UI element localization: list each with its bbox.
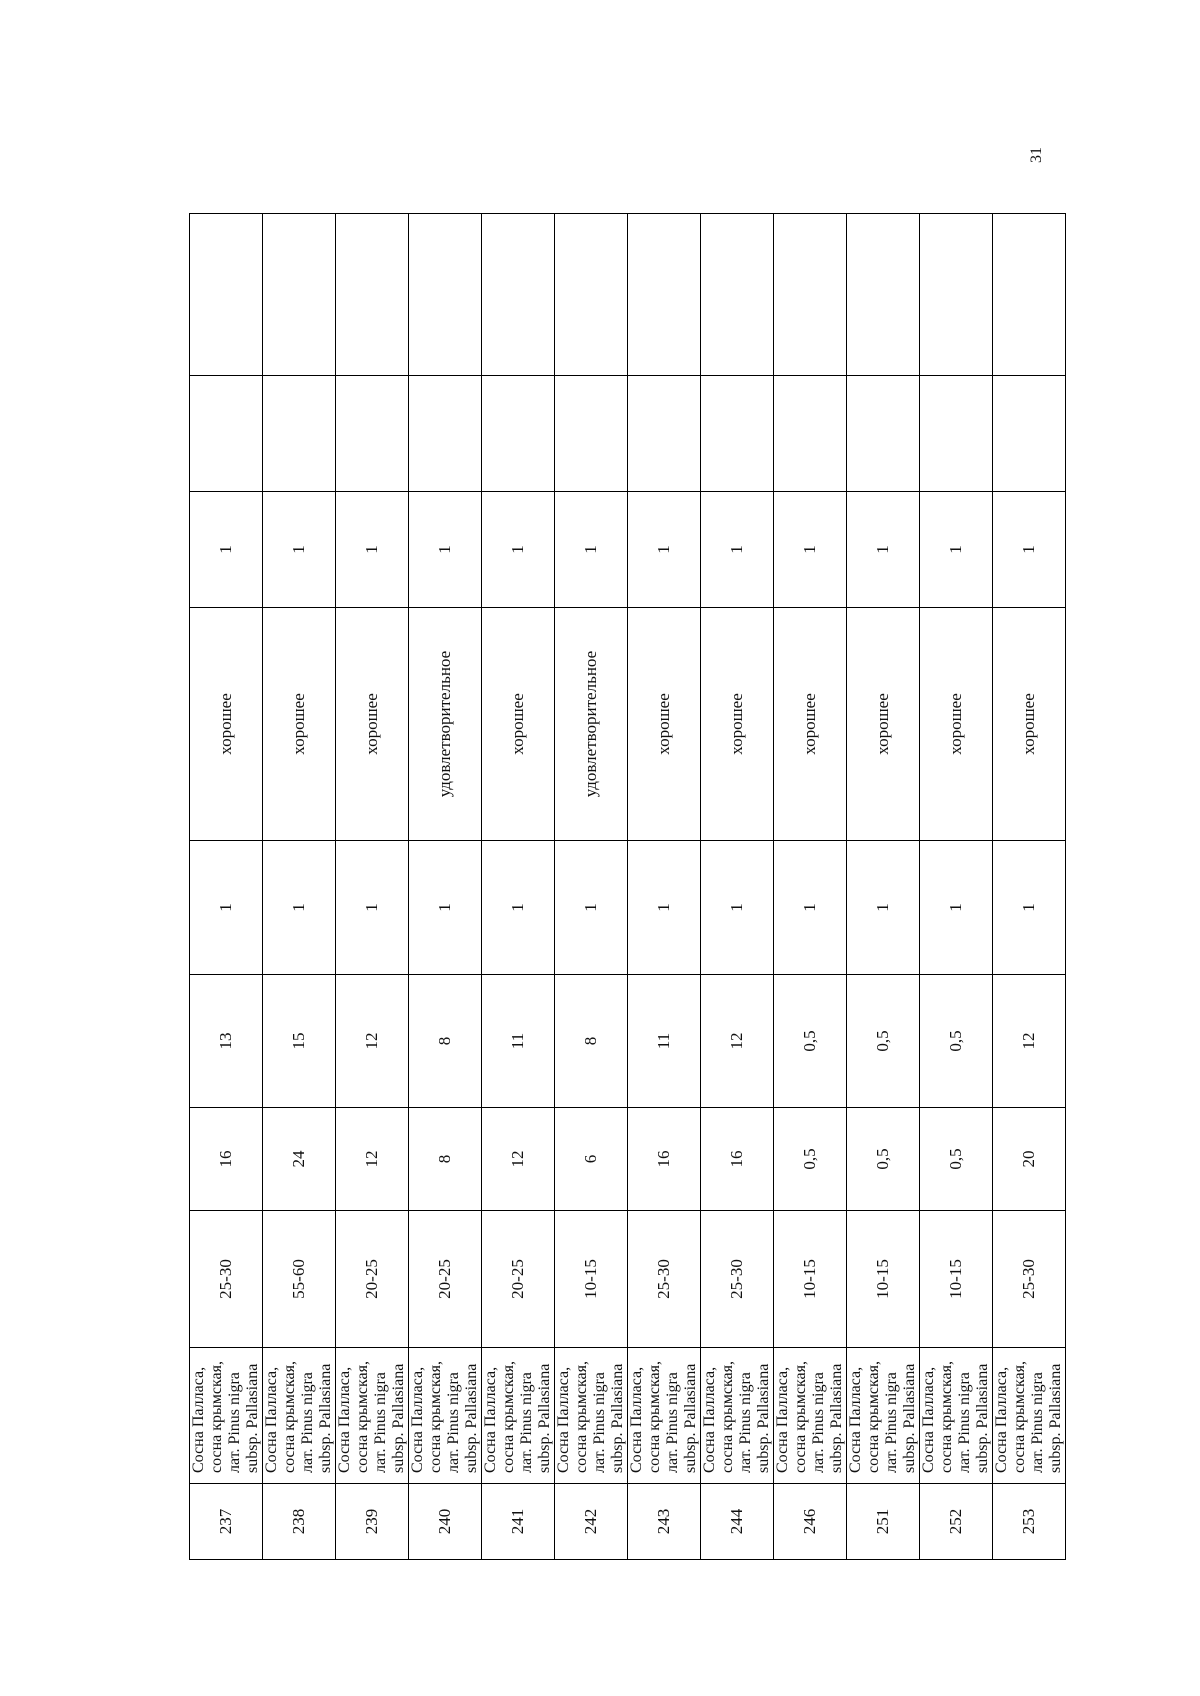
tree-number-cell: 238 (263, 1484, 336, 1560)
species-cell: Сосна Палласа, сосна крымская, лат. Pinus nigra subsp. Pallasiana (847, 1348, 920, 1484)
empty-cell (774, 214, 847, 376)
empty-cell (190, 376, 263, 492)
quantity2-cell: 1 (409, 492, 482, 608)
quantity2-cell: 1 (701, 492, 774, 608)
empty-cell (555, 376, 628, 492)
species-cell: Сосна Палласа, сосна крымская, лат. Pinus nigra subsp. Pallasiana (336, 1348, 409, 1484)
diameter-cell: 12 (336, 975, 409, 1108)
height-cell: 16 (190, 1108, 263, 1211)
table-row (409, 214, 482, 1560)
empty-cell (993, 376, 1066, 492)
empty-cell (409, 214, 482, 376)
table-row (482, 214, 555, 1560)
species-cell: Сосна Палласа, сосна крымская, лат. Pinus nigra subsp. Pallasiana (993, 1348, 1066, 1484)
condition-cell: хорошее (628, 608, 701, 841)
quantity2-cell: 1 (774, 492, 847, 608)
height-cell: 12 (336, 1108, 409, 1211)
quantity-cell: 1 (847, 841, 920, 975)
age-cell: 25-30 (190, 1211, 263, 1348)
condition-cell: удовлетворительное (555, 608, 628, 841)
quantity2-cell: 1 (847, 492, 920, 608)
empty-cell (482, 376, 555, 492)
species-cell: Сосна Палласа, сосна крымская, лат. Pinus nigra subsp. Pallasiana (263, 1348, 336, 1484)
empty-cell (482, 214, 555, 376)
table-row (920, 214, 993, 1560)
empty-cell (774, 376, 847, 492)
quantity-cell: 1 (993, 841, 1066, 975)
quantity2-cell: 1 (555, 492, 628, 608)
species-cell: Сосна Палласа, сосна крымская, лат. Pinus nigra subsp. Pallasiana (774, 1348, 847, 1484)
empty-cell (409, 376, 482, 492)
quantity-cell: 1 (263, 841, 336, 975)
age-cell: 25-30 (701, 1211, 774, 1348)
quantity2-cell: 1 (628, 492, 701, 608)
condition-cell: хорошее (701, 608, 774, 841)
empty-cell (920, 376, 993, 492)
empty-cell (847, 376, 920, 492)
tree-number-cell: 253 (993, 1484, 1066, 1560)
height-cell: 6 (555, 1108, 628, 1211)
condition-cell: хорошее (190, 608, 263, 841)
empty-cell (263, 376, 336, 492)
species-cell: Сосна Палласа, сосна крымская, лат. Pinus nigra subsp. Pallasiana (628, 1348, 701, 1484)
age-cell: 25-30 (628, 1211, 701, 1348)
table-row (847, 214, 920, 1560)
diameter-cell: 11 (628, 975, 701, 1108)
quantity-cell: 1 (409, 841, 482, 975)
condition-cell: хорошее (482, 608, 555, 841)
empty-cell (263, 214, 336, 376)
quantity-cell: 1 (336, 841, 409, 975)
height-cell: 0,5 (847, 1108, 920, 1211)
condition-cell: хорошее (774, 608, 847, 841)
diameter-cell: 12 (701, 975, 774, 1108)
empty-cell (701, 376, 774, 492)
diameter-cell: 0,5 (774, 975, 847, 1108)
diameter-cell: 0,5 (920, 975, 993, 1108)
quantity2-cell: 1 (920, 492, 993, 608)
table-row (701, 214, 774, 1560)
tree-number-cell: 241 (482, 1484, 555, 1560)
tree-number-cell: 239 (336, 1484, 409, 1560)
age-cell: 20-25 (482, 1211, 555, 1348)
age-cell: 10-15 (920, 1211, 993, 1348)
quantity-cell: 1 (555, 841, 628, 975)
height-cell: 0,5 (774, 1108, 847, 1211)
tree-number-cell: 244 (701, 1484, 774, 1560)
quantity2-cell: 1 (336, 492, 409, 608)
species-cell: Сосна Палласа, сосна крымская, лат. Pinus nigra subsp. Pallasiana (409, 1348, 482, 1484)
table-row (628, 214, 701, 1560)
diameter-cell: 12 (993, 975, 1066, 1108)
height-cell: 0,5 (920, 1108, 993, 1211)
diameter-cell: 8 (555, 975, 628, 1108)
table-row (555, 214, 628, 1560)
page-number: 31 (1028, 147, 1045, 163)
height-cell: 16 (628, 1108, 701, 1211)
table-row (263, 214, 336, 1560)
tree-inventory-table (189, 213, 1066, 1560)
condition-cell: хорошее (920, 608, 993, 841)
quantity-cell: 1 (190, 841, 263, 975)
empty-cell (701, 214, 774, 376)
table-body (190, 214, 1066, 1560)
tree-inventory-table-wrapper (189, 214, 1064, 1560)
empty-cell (847, 214, 920, 376)
diameter-cell: 11 (482, 975, 555, 1108)
tree-number-cell: 242 (555, 1484, 628, 1560)
table-row (336, 214, 409, 1560)
tree-number-cell: 240 (409, 1484, 482, 1560)
tree-number-cell: 246 (774, 1484, 847, 1560)
diameter-cell: 0,5 (847, 975, 920, 1108)
empty-cell (628, 214, 701, 376)
empty-cell (920, 214, 993, 376)
quantity-cell: 1 (628, 841, 701, 975)
empty-cell (555, 214, 628, 376)
age-cell: 55-60 (263, 1211, 336, 1348)
height-cell: 12 (482, 1108, 555, 1211)
age-cell: 10-15 (847, 1211, 920, 1348)
quantity-cell: 1 (482, 841, 555, 975)
species-cell: Сосна Палласа, сосна крымская, лат. Pinus nigra subsp. Pallasiana (701, 1348, 774, 1484)
quantity2-cell: 1 (263, 492, 336, 608)
quantity2-cell: 1 (482, 492, 555, 608)
quantity-cell: 1 (701, 841, 774, 975)
height-cell: 20 (993, 1108, 1066, 1211)
tree-number-cell: 243 (628, 1484, 701, 1560)
age-cell: 25-30 (993, 1211, 1066, 1348)
empty-cell (628, 376, 701, 492)
height-cell: 16 (701, 1108, 774, 1211)
species-cell: Сосна Палласа, сосна крымская, лат. Pinus nigra subsp. Pallasiana (555, 1348, 628, 1484)
species-cell: Сосна Палласа, сосна крымская, лат. Pinus nigra subsp. Pallasiana (482, 1348, 555, 1484)
table-row (993, 214, 1066, 1560)
rotated-table-container (189, 214, 1064, 1560)
empty-cell (993, 214, 1066, 376)
empty-cell (336, 376, 409, 492)
condition-cell: хорошее (847, 608, 920, 841)
age-cell: 10-15 (774, 1211, 847, 1348)
quantity-cell: 1 (774, 841, 847, 975)
quantity2-cell: 1 (993, 492, 1066, 608)
quantity-cell: 1 (920, 841, 993, 975)
empty-cell (336, 214, 409, 376)
condition-cell: удовлетворительное (409, 608, 482, 841)
tree-number-cell: 251 (847, 1484, 920, 1560)
condition-cell: хорошее (263, 608, 336, 841)
height-cell: 24 (263, 1108, 336, 1211)
age-cell: 20-25 (336, 1211, 409, 1348)
height-cell: 8 (409, 1108, 482, 1211)
condition-cell: хорошее (336, 608, 409, 841)
quantity2-cell: 1 (190, 492, 263, 608)
table-row (190, 214, 263, 1560)
empty-cell (190, 214, 263, 376)
diameter-cell: 13 (190, 975, 263, 1108)
species-cell: Сосна Палласа, сосна крымская, лат. Pinus nigra subsp. Pallasiana (920, 1348, 993, 1484)
diameter-cell: 15 (263, 975, 336, 1108)
age-cell: 10-15 (555, 1211, 628, 1348)
age-cell: 20-25 (409, 1211, 482, 1348)
tree-number-cell: 237 (190, 1484, 263, 1560)
species-cell: Сосна Палласа, сосна крымская, лат. Pinus nigra subsp. Pallasiana (190, 1348, 263, 1484)
diameter-cell: 8 (409, 975, 482, 1108)
table-row (774, 214, 847, 1560)
tree-number-cell: 252 (920, 1484, 993, 1560)
condition-cell: хорошее (993, 608, 1066, 841)
